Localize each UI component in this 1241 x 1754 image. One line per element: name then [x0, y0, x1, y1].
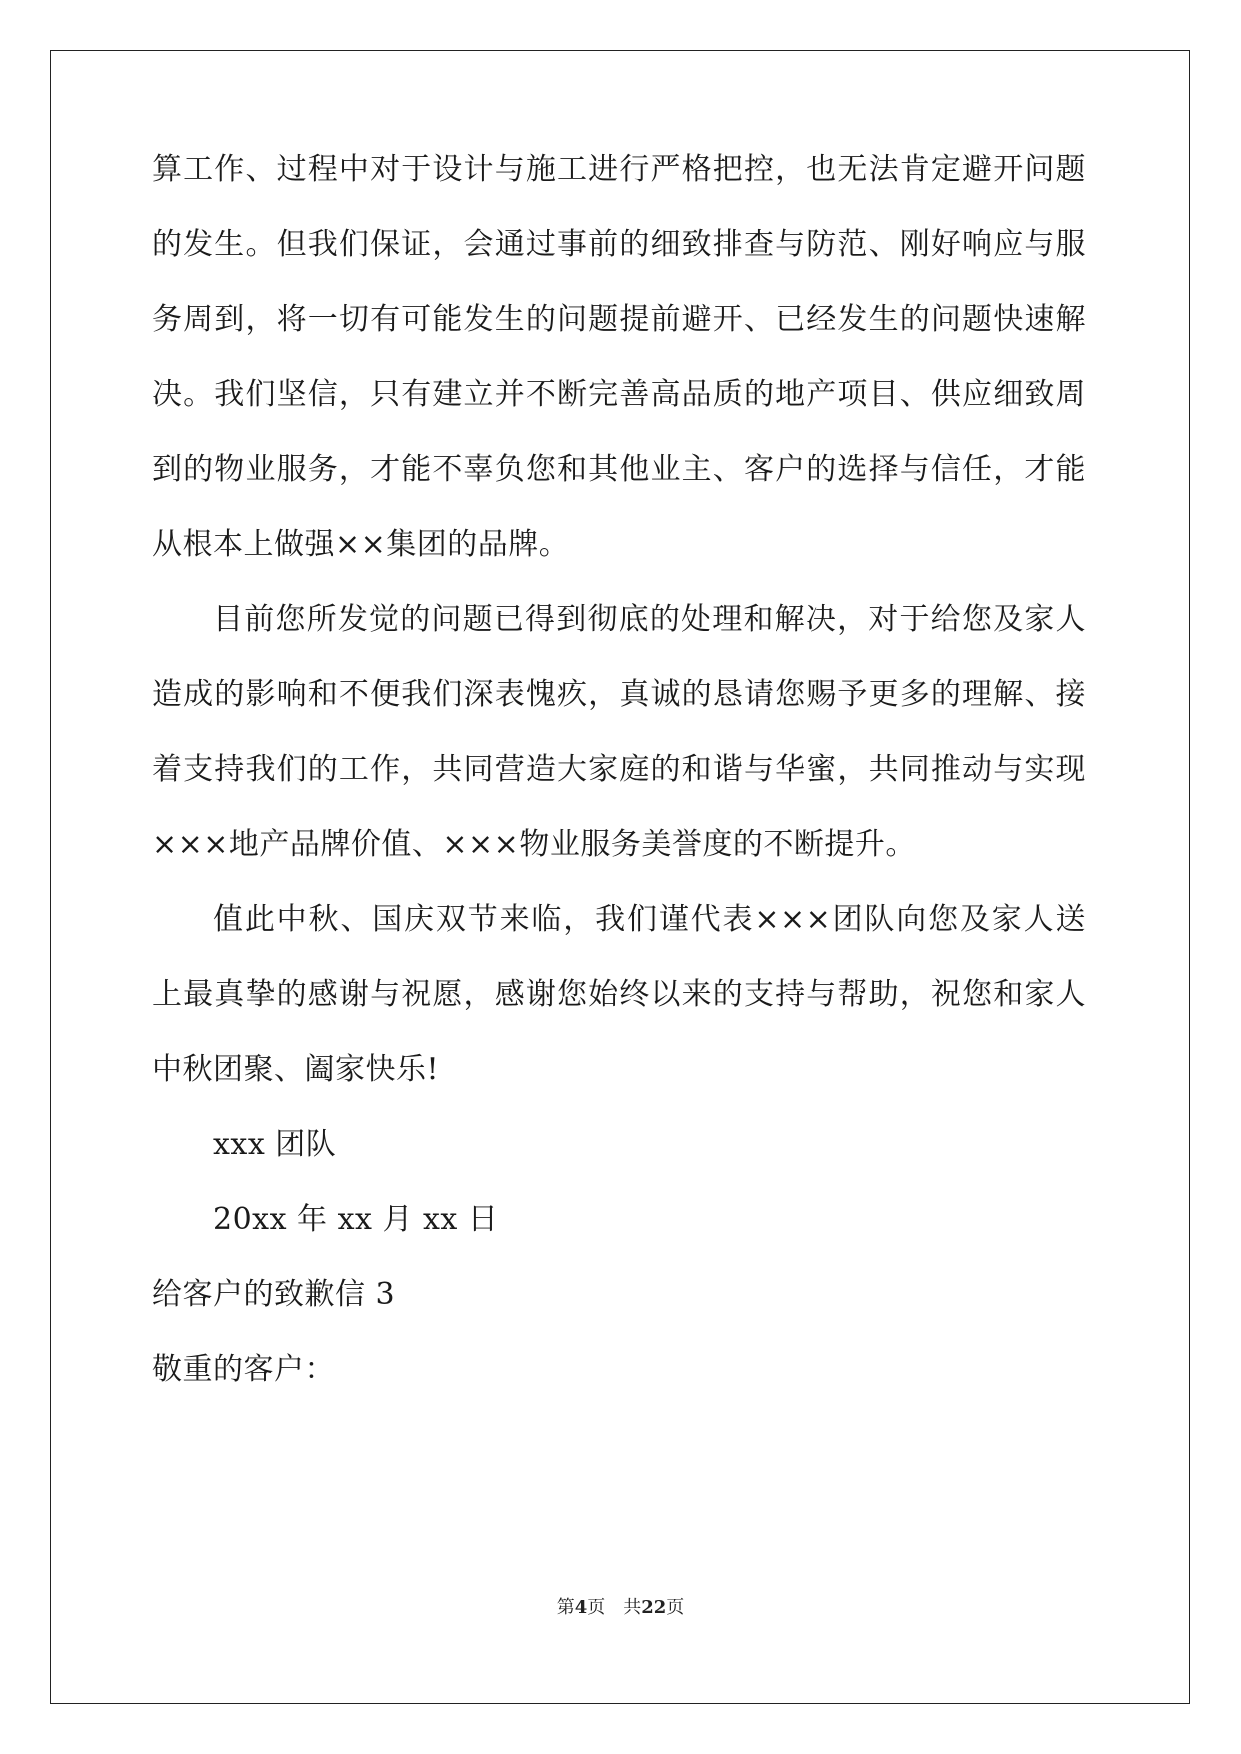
signature-team: xxx 团队	[213, 1127, 337, 1162]
section-title: 给客户的致歉信 3	[152, 1277, 396, 1312]
signature-date: 20xx 年 xx 月 xx 日	[213, 1202, 499, 1237]
total-pages-number: 22	[641, 1597, 667, 1618]
page-prefix: 第	[556, 1597, 575, 1618]
paragraph-line: 从根本上做强××集团的品牌。	[152, 527, 570, 562]
page-number-footer	[0, 1596, 1241, 1620]
paragraph-line: 中秋团聚、阖家快乐!	[152, 1052, 440, 1087]
paragraph-line: 到的物业服务，才能不辜负您和其他业主、客户的选择与信任，才能	[152, 452, 1086, 487]
paragraph-line: 着支持我们的工作，共同营造大家庭的和谐与华蜜，共同推动与实现	[152, 752, 1086, 787]
paragraph-line: 目前您所发觉的问题已得到彻底的处理和解决，对于给您及家人	[213, 602, 1086, 637]
paragraph-line: 上最真挚的感谢与祝愿，感谢您始终以来的支持与帮助，祝您和家人	[152, 977, 1086, 1012]
paragraph-line: 务周到，将一切有可能发生的问题提前避开、已经发生的问题快速解	[152, 302, 1086, 337]
page-mid: 页 共	[587, 1597, 642, 1618]
current-page-number: 4	[574, 1597, 588, 1618]
paragraph-line: 值此中秋、国庆双节来临，我们谨代表×××团队向您及家人送	[213, 902, 1086, 937]
paragraph-line: 造成的影响和不便我们深表愧疚，真诚的恳请您赐予更多的理解、接	[152, 677, 1086, 712]
paragraph-line: 的发生。但我们保证，会通过事前的细致排查与防范、刚好响应与服	[152, 227, 1086, 262]
page-border	[50, 50, 1190, 1704]
paragraph-line: ×××地产品牌价值、×××物业服务美誉度的不断提升。	[152, 827, 916, 862]
salutation: 敬重的客户：	[152, 1352, 335, 1387]
page-suffix: 页	[666, 1597, 685, 1618]
paragraph-line: 决。我们坚信，只有建立并不断完善高品质的地产项目、供应细致周	[152, 377, 1086, 412]
paragraph-line: 算工作、过程中对于设计与施工进行严格把控，也无法肯定避开问题	[152, 152, 1086, 187]
